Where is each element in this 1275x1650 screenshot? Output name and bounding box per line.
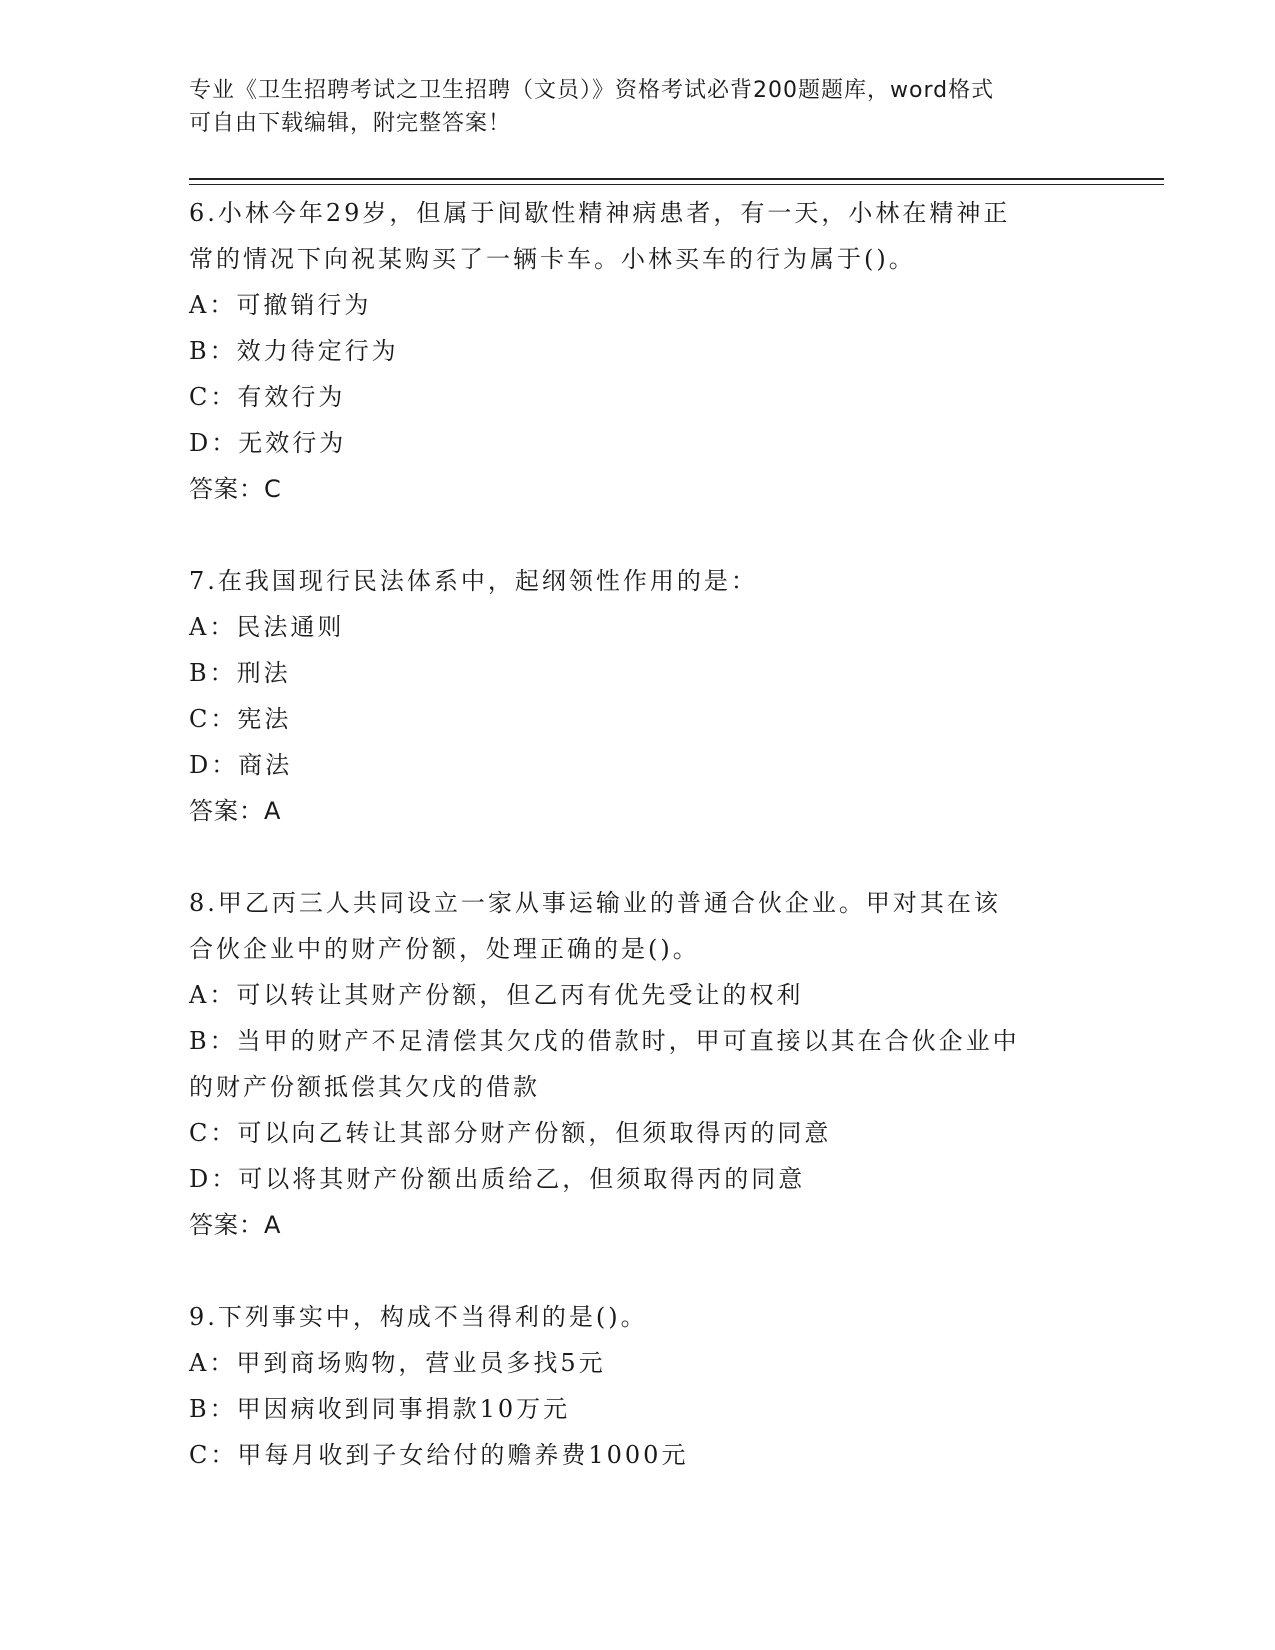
option-b: B：刑法: [189, 659, 291, 687]
question-stem: 9.下列事实中，构成不当得利的是()。: [189, 1303, 648, 1331]
question-7: [189, 558, 1089, 834]
answer: 答案：A: [189, 797, 282, 825]
spacer: [189, 1248, 1089, 1294]
question-stem: 常的情况下向祝某购买了一辆卡车。小林买车的行为属于()。: [189, 245, 916, 273]
header-line-1: 专业《卫生招聘考试之卫生招聘（文员）》资格考试必背200题题库，word格式: [189, 78, 995, 103]
question-8: [189, 880, 1089, 1248]
option-a: A：甲到商场购物，营业员多找5元: [189, 1349, 606, 1377]
question-9: [189, 1294, 1089, 1478]
option-b-continued: 的财产份额抵偿其欠戊的借款: [189, 1073, 540, 1101]
answer: 答案：A: [189, 1211, 282, 1239]
option-a: A：民法通则: [189, 613, 345, 641]
option-c: C：宪法: [189, 705, 292, 733]
option-c: C：可以向乙转让其部分财产份额，但须取得丙的同意: [189, 1119, 832, 1147]
document-header: [189, 74, 1089, 140]
question-list: [189, 190, 1089, 1478]
option-a: A：可撤销行为: [189, 291, 372, 319]
header-divider-thick: [189, 178, 1164, 180]
header-divider-thin: [189, 184, 1164, 185]
question-stem: 合伙企业中的财产份额，处理正确的是()。: [189, 935, 700, 963]
question-stem: 7.在我国现行民法体系中，起纲领性作用的是：: [189, 567, 758, 595]
option-d: D：可以将其财产份额出质给乙，但须取得丙的同意: [189, 1165, 806, 1193]
question-6: [189, 190, 1089, 512]
spacer: [189, 512, 1089, 558]
spacer: [189, 834, 1089, 880]
header-line-2: 可自由下载编辑，附完整答案！: [189, 111, 512, 136]
option-b: B：甲因病收到同事捐款10万元: [189, 1395, 571, 1423]
option-d: D：商法: [189, 751, 293, 779]
question-stem: 6.小林今年29岁，但属于间歇性精神病患者，有一天，小林在精神正: [189, 199, 1011, 227]
option-c: C：甲每月收到子女给付的赡养费1000元: [189, 1441, 689, 1469]
option-b: B：当甲的财产不足清偿其欠戊的借款时，甲可直接以其在合伙企业中: [189, 1027, 1020, 1055]
option-c: C：有效行为: [189, 383, 346, 411]
option-b: B：效力待定行为: [189, 337, 399, 365]
answer: 答案：C: [189, 475, 282, 503]
option-a: A：可以转让其财产份额，但乙丙有优先受让的权利: [189, 981, 804, 1009]
option-d: D：无效行为: [189, 429, 347, 457]
question-stem: 8.甲乙丙三人共同设立一家从事运输业的普通合伙企业。甲对其在该: [189, 889, 1001, 917]
